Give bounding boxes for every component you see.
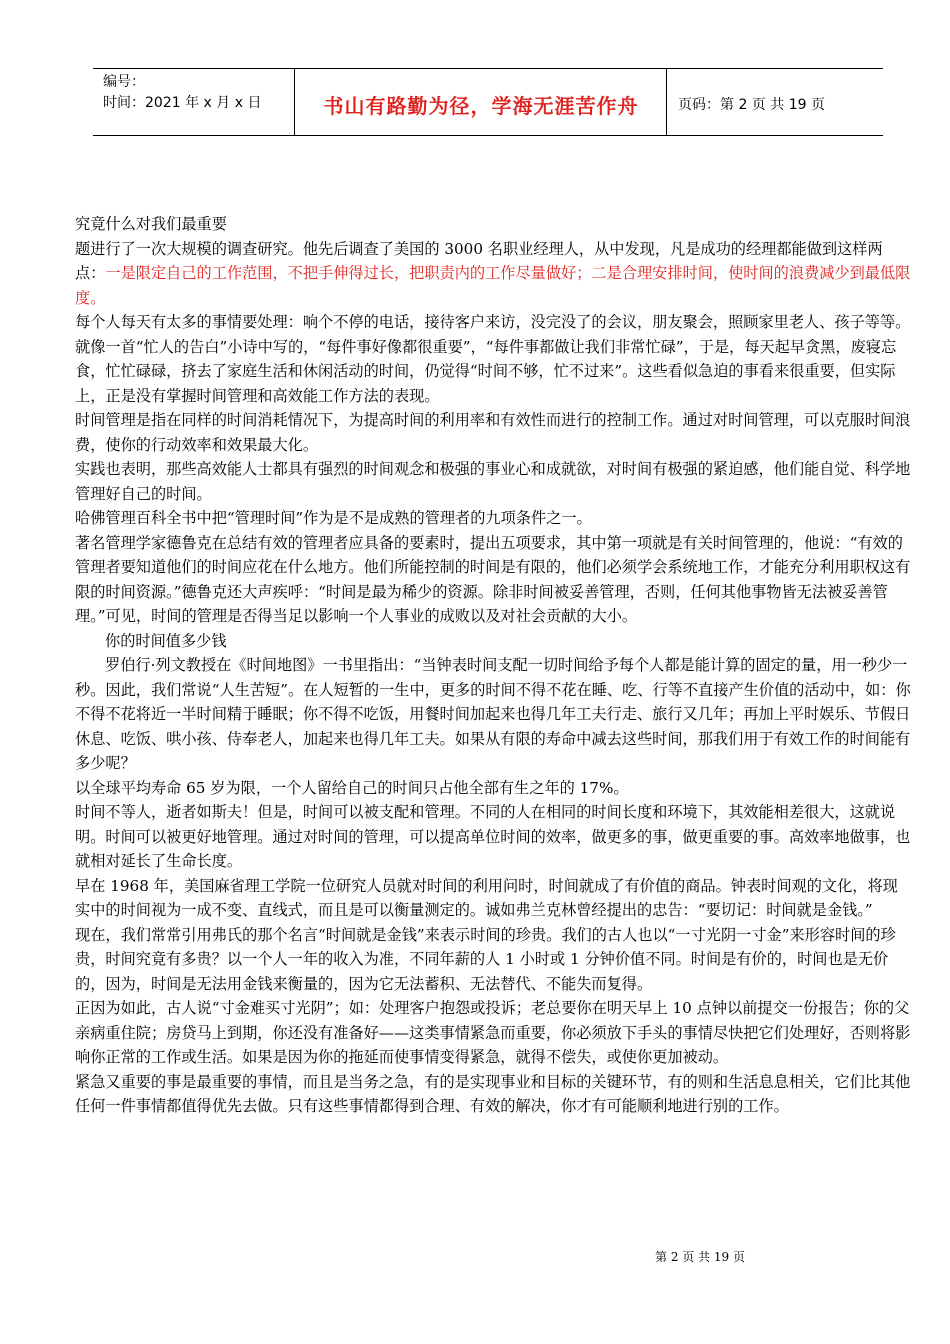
header-code-label: 编号：: [103, 74, 145, 90]
paragraph: 实践也表明，那些高效能人士都具有强烈的时间观念和极强的事业心和成就欲，对时间有极强的紧迫感，他们能自觉、科学地管理好自己的时间。: [75, 460, 911, 503]
section-heading: 究竟什么对我们最重要: [75, 215, 227, 233]
paragraph-text: 题进行了一次大规模的调查研究。他先后调查了美国的 3000 名职业经理人，从中发现，凡是成功的经理都能做到这样两点：: [75, 239, 883, 282]
header-divider-left: [294, 68, 295, 135]
paragraph: 紧急又重要的事是最重要的事情，而且是当务之急，有的是实现事业和目标的关键环节，有的则和生活息息相关，它们比其他任何一件事情都值得优先去做。只有这些事情都得到合理、有效的解决，你才有可能顺利地进行别的工作。: [75, 1072, 911, 1115]
paragraph: 以全球平均寿命 65 岁为限，一个人留给自己的时间只占他全部有生之年的 17%。: [75, 778, 629, 797]
paragraph: 罗伯行·列文教授在《时间地图》一书里指出：“当钟表时间支配一切时间给予每个人都是能计算的固定的量，用一秒少一秒。因此，我们常说“人生苦短”。在人短暂的一生中，更多的时间不得不花在睡、吃、行等不直接产生价值的活动中，如：你不得不花将近一半时间精于睡眠；你不得不吃饭，用餐时间加起来也得几年工夫行走、旅行又几年；再加上平时娱乐、节假日休息、吃饭、哄小孩、侍奉老人，加起来也得几年工夫。如果从有限的寿命中减去这些时间，那我们用于有效工作的时间能有多少呢？: [75, 656, 911, 772]
paragraph: 早在 1968 年，美国麻省理工学院一位研究人员就对时间的利用问时，时间就成了有价值的商品。钟表时间观的文化，将现实中的时间视为一成不变、直线式，而且是可以衡量测定的。诚如弗兰克林曾经提出的忠告：“要切记：时间就是金钱。”: [75, 876, 898, 919]
paragraph: 现在，我们常常引用弗氏的那个名言“时间就是金钱”来表示时间的珍贵。我们的古人也以“一寸光阴一寸金”来形容时间的珍贵，时间究竟有多贵？以一个人一年的收入为准，不同年薪的人 1 小时或 1 分钟价值不同。时间是有价的，时间也是无价的，因为，时间是无法用金钱来衡量的，因为它无法蓄积、无法替代、不能失而复得。: [75, 925, 896, 993]
paragraph: 每个人每天有太多的事情要处理：响个不停的电话，接待客户来访，没完没了的会议，朋友聚会，照顾家里老人、孩子等等。就像一首“忙人的告白”小诗中写的，“每件事好像都很重要”，“每件事都做让我们非常忙碌”，于是，每天起早贪黑，废寝忘食，忙忙碌碌，挤去了家庭生活和休闲活动的时间，仍觉得“时间不够，忙不过来”。这些看似急迫的事看来很重要，但实际上，正是没有掌握时间管理和高效能工作方法的表现。: [75, 313, 911, 405]
header-meta: [103, 72, 261, 114]
header-divider-right: [666, 68, 667, 135]
paragraph: 正因为如此，古人说“寸金难买寸光阴”；如：处理客户抱怨或投诉；老总要你在明天早上 10 点钟以前提交一份报告；你的父亲病重住院；房贷马上到期，你还没有准备好——这类事情紧急而重要，你必须放下手头的事情尽快把它们处理好，否则将影响你正常的工作或生活。如果是因为你的拖延而使事情变得紧急，就得不偿失，或使你更加被动。: [75, 999, 911, 1066]
document-body: [75, 212, 911, 1119]
header-page-label: 页码：第 2 页 共 19 页: [678, 97, 825, 113]
paragraph: 时间管理是指在同样的时间消耗情况下，为提高时间的利用率和有效性而进行的控制工作。通过对时间管理，可以克服时间浪费，使你的行动效率和效果最大化。: [75, 411, 911, 454]
header-date-label: 时间：2021 年 x 月 x 日: [103, 95, 262, 111]
header-bottom-rule: [93, 135, 883, 136]
section-heading: 你的时间值多少钱: [105, 631, 227, 650]
paragraph: [75, 237, 911, 311]
header-top-rule: [93, 68, 883, 69]
footer-page-number: 第 2 页 共 19 页: [655, 1250, 745, 1264]
page-footer: [0, 1248, 950, 1265]
paragraph: 时间不等人，逝者如斯夫！但是，时间可以被支配和管理。不同的人在相同的时间长度和环境下，其效能相差很大，这就说明。时间可以被更好地管理。通过对时间的管理，可以提高单位时间的效率，做更多的事，做更重要的事。高效率地做事，也就相对延长了生命长度。: [75, 803, 911, 870]
highlighted-text: 一是限定自己的工作范围，不把手伸得过长，把职责内的工作尽量做好；二是合理安排时间，使时间的浪费减少到最低限度。: [75, 264, 911, 307]
paragraph: 哈佛管理百科全书中把“管理时间”作为是不是成熟的管理者的九项条件之一。: [75, 509, 592, 527]
paragraph: 著名管理学家德鲁克在总结有效的管理者应具备的要素时，提出五项要求，其中第一项就是有关时间管理的，他说：“有效的管理者要知道他们的时间应花在什么地方。他们所能控制的时间是有限的，他们必须学会系统地工作，才能充分利用职权这有限的时间资源。”德鲁克还大声疾呼：“时间是最为稀少的资源。除非时间被妥善管理，否则，任何其他事物皆无法被妥善管理。”可见，时间的管理是否得当足以影响一个人事业的成败以及对社会贡献的大小。: [75, 533, 911, 625]
header-slogan: 书山有路勤为径，学海无涯苦作舟: [323, 94, 639, 118]
